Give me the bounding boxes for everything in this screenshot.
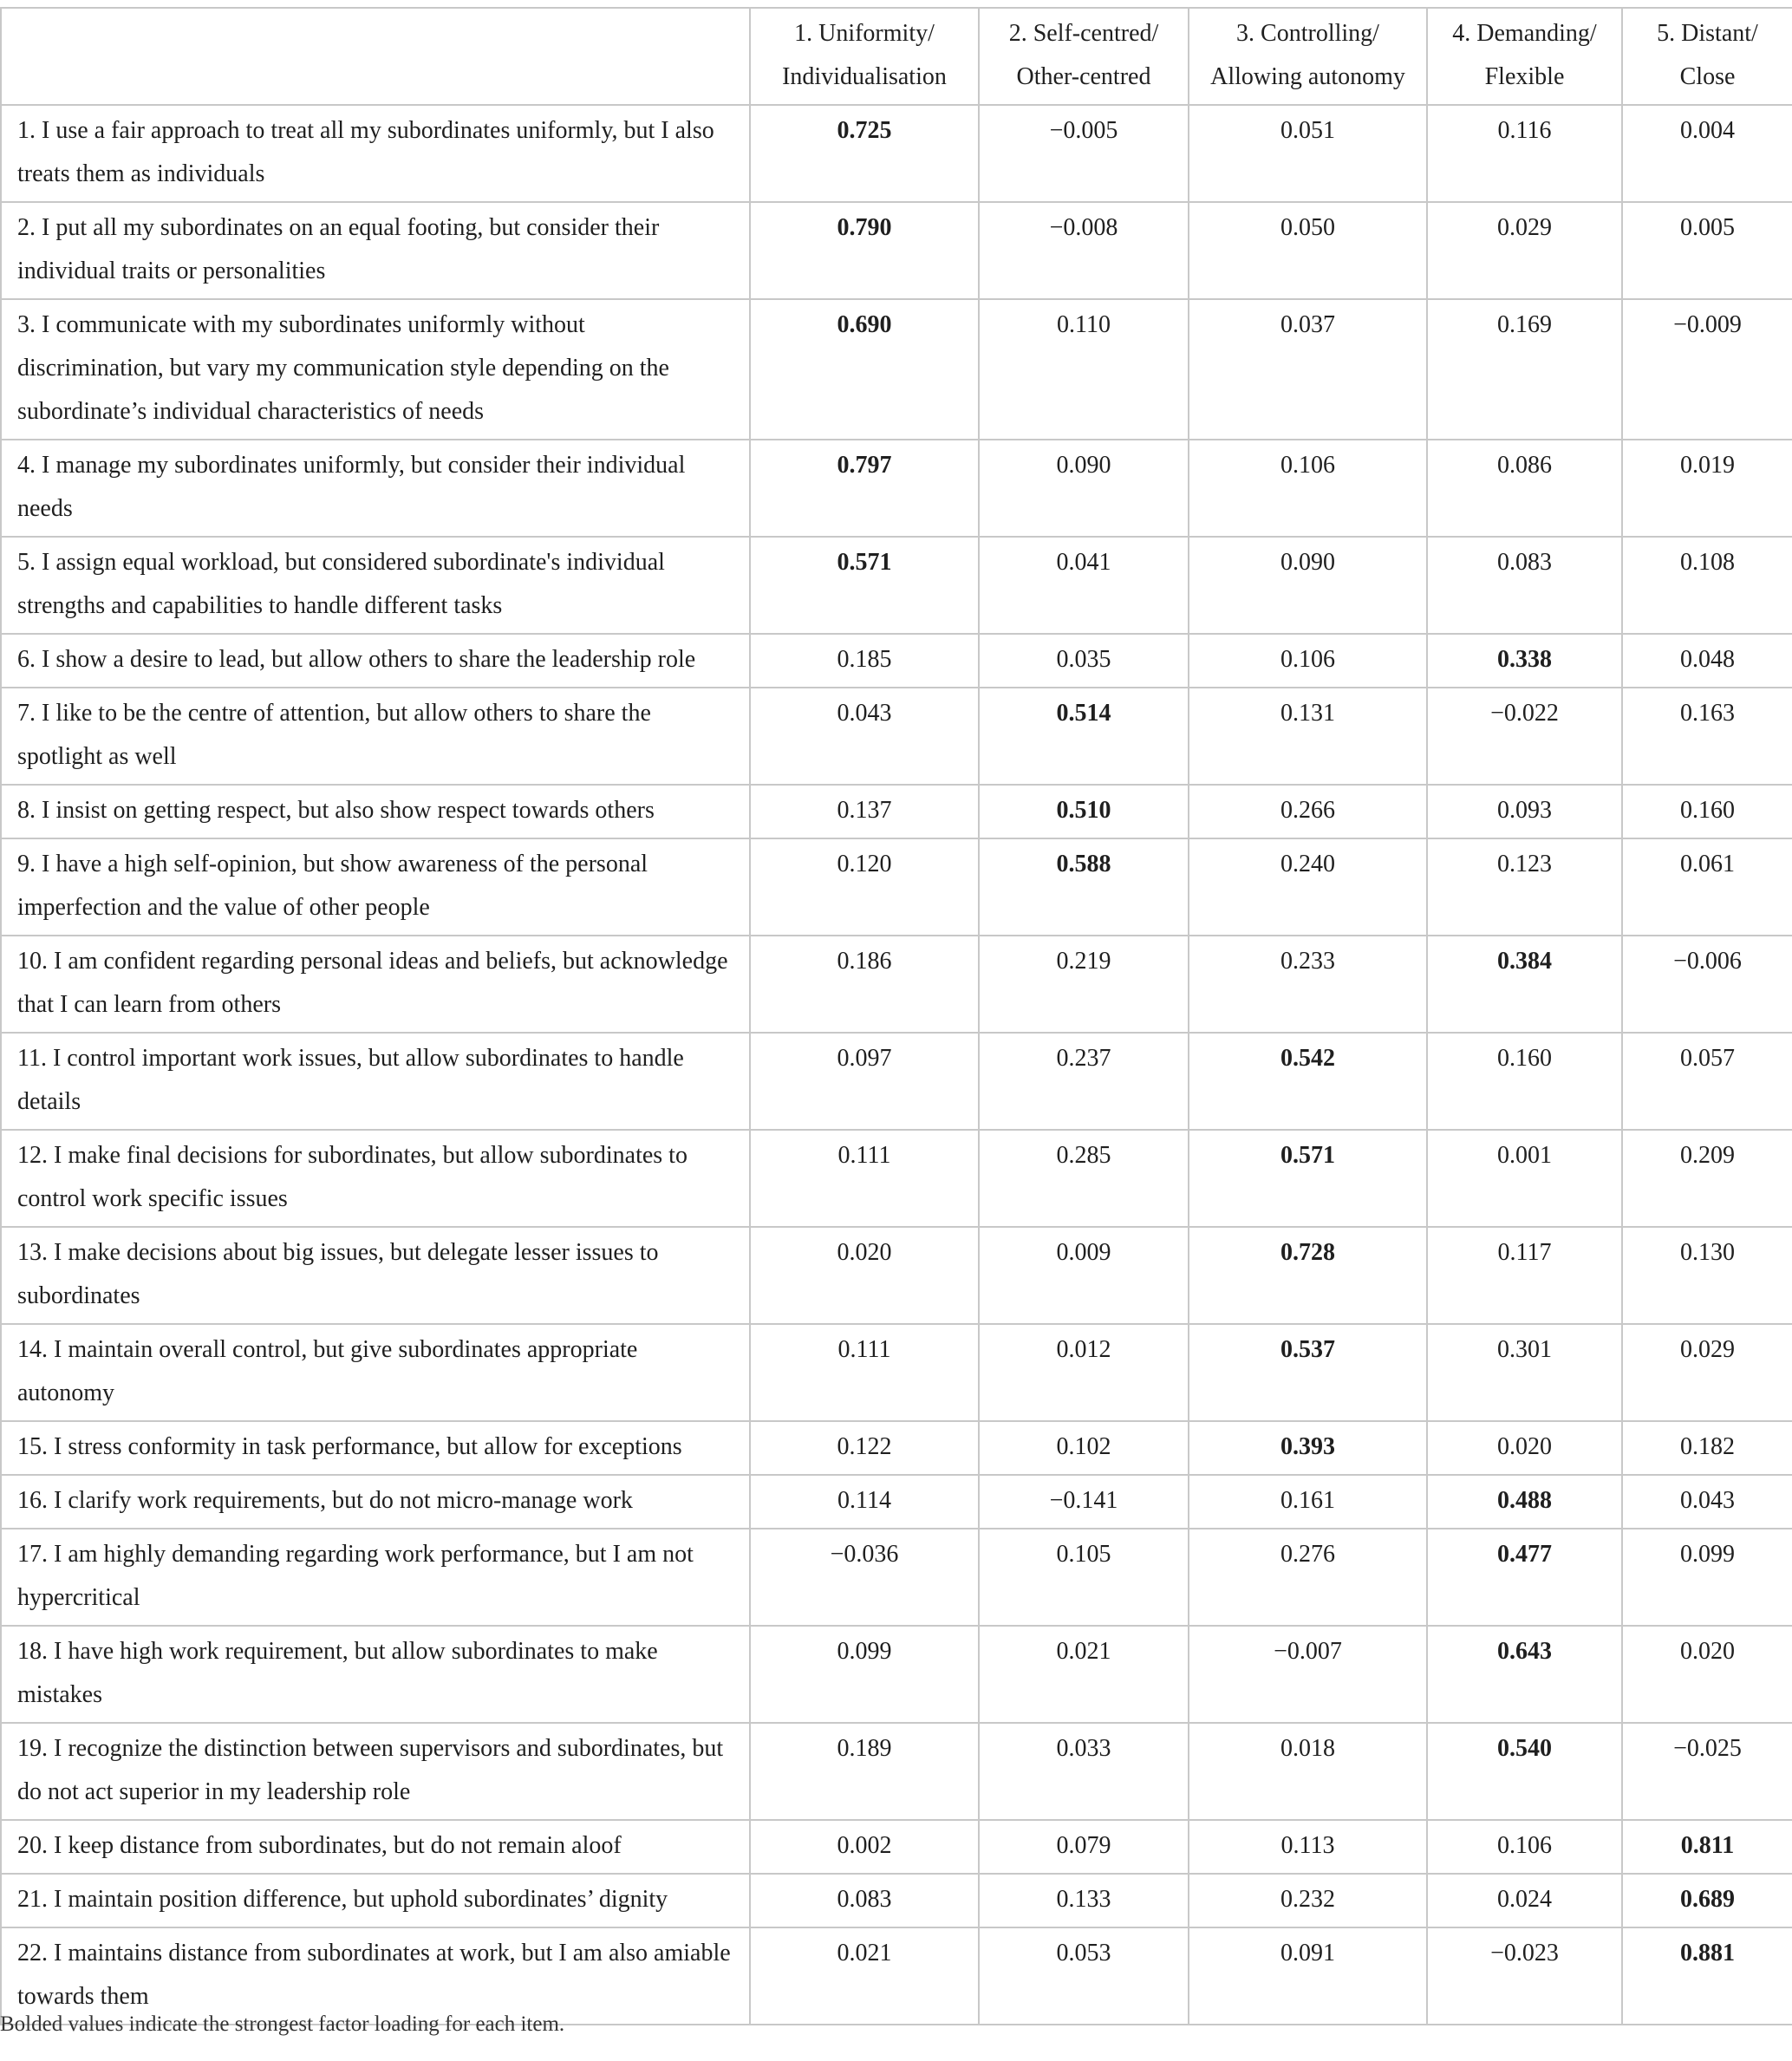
loading-cell-factor-2: 0.012 [979,1324,1189,1421]
item-text-cell: 11. I control important work issues, but allow subordinates to handle details [1,1033,750,1130]
table-row [1,299,1792,440]
loading-cell-factor-3: 0.571 [1189,1130,1427,1227]
header-factor-3-line-1: 3. Controlling/ [1236,20,1379,47]
table-row [1,537,1792,634]
header-factor-5-line-1: 5. Distant/ [1657,20,1758,47]
table-row [1,202,1792,299]
loading-cell-factor-5: −0.025 [1622,1723,1792,1820]
loading-cell-factor-1: 0.002 [750,1820,979,1874]
loading-cell-factor-2: 0.133 [979,1874,1189,1927]
loading-cell-factor-2: 0.110 [979,299,1189,440]
table-row [1,1820,1792,1874]
loading-cell-factor-4: 0.338 [1427,634,1622,688]
loading-cell-factor-3: 0.542 [1189,1033,1427,1130]
loading-cell-factor-1: −0.036 [750,1529,979,1626]
item-text-cell: 2. I put all my subordinates on an equal footing, but consider their individual traits or personalities [1,202,750,299]
header-factor-4-line-2: Flexible [1484,63,1565,90]
header-factor-1-line-2: Individualisation [782,63,947,90]
loading-cell-factor-2: 0.102 [979,1421,1189,1475]
loading-cell-factor-3: 0.233 [1189,936,1427,1033]
item-text-cell: 5. I assign equal workload, but considered subordinate's individual strengths and capabilities to handle different tasks [1,537,750,634]
item-text-cell: 6. I show a desire to lead, but allow others to share the leadership role [1,634,750,688]
table-row [1,1421,1792,1475]
header-factor-2 [979,8,1189,105]
loading-cell-factor-1: 0.189 [750,1723,979,1820]
loading-cell-factor-3: 0.037 [1189,299,1427,440]
loading-cell-factor-5: 0.182 [1622,1421,1792,1475]
table-body [1,105,1792,2025]
item-text-cell: 9. I have a high self-opinion, but show awareness of the personal imperfection and the value of other people [1,838,750,936]
loading-cell-factor-1: 0.021 [750,1927,979,2025]
table-row [1,838,1792,936]
loading-cell-factor-3: 0.131 [1189,688,1427,785]
table-row [1,1529,1792,1626]
loading-cell-factor-3: 0.018 [1189,1723,1427,1820]
loading-cell-factor-1: 0.020 [750,1227,979,1324]
loading-cell-factor-4: 0.643 [1427,1626,1622,1723]
loading-cell-factor-5: 0.061 [1622,838,1792,936]
loading-cell-factor-2: 0.033 [979,1723,1189,1820]
loading-cell-factor-5: −0.006 [1622,936,1792,1033]
loading-cell-factor-3: 0.106 [1189,440,1427,537]
loading-cell-factor-2: 0.219 [979,936,1189,1033]
loading-cell-factor-5: 0.163 [1622,688,1792,785]
loading-cell-factor-2: 0.035 [979,634,1189,688]
loading-cell-factor-5: 0.019 [1622,440,1792,537]
loading-cell-factor-1: 0.137 [750,785,979,838]
loading-cell-factor-1: 0.043 [750,688,979,785]
loading-cell-factor-5: 0.689 [1622,1874,1792,1927]
table-row [1,785,1792,838]
loading-cell-factor-1: 0.725 [750,105,979,202]
item-text-cell: 10. I am confident regarding personal ideas and beliefs, but acknowledge that I can learn from others [1,936,750,1033]
loading-cell-factor-5: 0.881 [1622,1927,1792,2025]
loading-cell-factor-2: 0.105 [979,1529,1189,1626]
item-text-cell: 18. I have high work requirement, but allow subordinates to make mistakes [1,1626,750,1723]
loading-cell-factor-2: 0.090 [979,440,1189,537]
item-text-cell: 20. I keep distance from subordinates, but do not remain aloof [1,1820,750,1874]
loading-cell-factor-4: 0.540 [1427,1723,1622,1820]
item-text-cell: 13. I make decisions about big issues, but delegate lesser issues to subordinates [1,1227,750,1324]
loading-cell-factor-1: 0.186 [750,936,979,1033]
item-text-cell: 4. I manage my subordinates uniformly, but consider their individual needs [1,440,750,537]
loading-cell-factor-4: 0.477 [1427,1529,1622,1626]
item-text-cell: 1. I use a fair approach to treat all my subordinates uniformly, but I also treats them as individuals [1,105,750,202]
loading-cell-factor-4: 0.001 [1427,1130,1622,1227]
loading-cell-factor-1: 0.111 [750,1130,979,1227]
table-row [1,634,1792,688]
loading-cell-factor-4: 0.384 [1427,936,1622,1033]
loading-cell-factor-5: 0.005 [1622,202,1792,299]
factor-loading-table [0,7,1792,2025]
header-factor-4 [1427,8,1622,105]
loading-cell-factor-3: 0.393 [1189,1421,1427,1475]
loading-cell-factor-4: 0.024 [1427,1874,1622,1927]
loading-cell-factor-4: 0.169 [1427,299,1622,440]
loading-cell-factor-3: 0.240 [1189,838,1427,936]
loading-cell-factor-4: 0.117 [1427,1227,1622,1324]
loading-cell-factor-5: 0.811 [1622,1820,1792,1874]
loading-cell-factor-1: 0.111 [750,1324,979,1421]
table-row [1,1723,1792,1820]
header-factor-1 [750,8,979,105]
loading-cell-factor-4: −0.023 [1427,1927,1622,2025]
loading-cell-factor-3: 0.090 [1189,537,1427,634]
loading-cell-factor-3: 0.276 [1189,1529,1427,1626]
loading-cell-factor-4: 0.301 [1427,1324,1622,1421]
table-row [1,1227,1792,1324]
loading-cell-factor-4: −0.022 [1427,688,1622,785]
table-row [1,105,1792,202]
loading-cell-factor-5: 0.043 [1622,1475,1792,1529]
loading-cell-factor-2: 0.079 [979,1820,1189,1874]
item-text-cell: 16. I clarify work requirements, but do not micro-manage work [1,1475,750,1529]
loading-cell-factor-5: 0.004 [1622,105,1792,202]
loading-cell-factor-4: 0.160 [1427,1033,1622,1130]
loading-cell-factor-5: 0.048 [1622,634,1792,688]
loading-cell-factor-4: 0.116 [1427,105,1622,202]
table-row [1,1130,1792,1227]
item-text-cell: 8. I insist on getting respect, but also show respect towards others [1,785,750,838]
loading-cell-factor-1: 0.797 [750,440,979,537]
loading-cell-factor-1: 0.122 [750,1421,979,1475]
item-text-cell: 14. I maintain overall control, but give subordinates appropriate autonomy [1,1324,750,1421]
item-text-cell: 3. I communicate with my subordinates uniformly without discrimination, but vary my communication style depending on the subordinate’s individual characteristics of needs [1,299,750,440]
header-factor-5 [1622,8,1792,105]
loading-cell-factor-2: −0.141 [979,1475,1189,1529]
loading-cell-factor-2: −0.005 [979,105,1189,202]
loading-cell-factor-4: 0.086 [1427,440,1622,537]
table-footnote: Bolded values indicate the strongest factor loading for each item. [0,2012,565,2036]
item-text-cell: 22. I maintains distance from subordinates at work, but I am also amiable towards them [1,1927,750,2025]
loading-cell-factor-5: 0.020 [1622,1626,1792,1723]
loading-cell-factor-1: 0.097 [750,1033,979,1130]
loading-cell-factor-4: 0.488 [1427,1475,1622,1529]
loading-cell-factor-5: 0.209 [1622,1130,1792,1227]
loading-cell-factor-3: 0.537 [1189,1324,1427,1421]
loading-cell-factor-5: 0.108 [1622,537,1792,634]
loading-cell-factor-3: 0.106 [1189,634,1427,688]
loading-cell-factor-1: 0.099 [750,1626,979,1723]
loading-cell-factor-4: 0.123 [1427,838,1622,936]
loading-cell-factor-2: 0.041 [979,537,1189,634]
table-row [1,1475,1792,1529]
loading-cell-factor-3: 0.161 [1189,1475,1427,1529]
loading-cell-factor-5: 0.029 [1622,1324,1792,1421]
loading-cell-factor-4: 0.020 [1427,1421,1622,1475]
header-factor-2-line-2: Other-centred [1016,63,1151,90]
table-row [1,1626,1792,1723]
table-row [1,1874,1792,1927]
loading-cell-factor-3: 0.091 [1189,1927,1427,2025]
header-factor-4-line-1: 4. Demanding/ [1452,20,1597,47]
loading-cell-factor-2: −0.008 [979,202,1189,299]
table-row [1,936,1792,1033]
header-row [1,8,1792,105]
table-row [1,1033,1792,1130]
loading-cell-factor-1: 0.120 [750,838,979,936]
table-row [1,440,1792,537]
loading-cell-factor-1: 0.790 [750,202,979,299]
loading-cell-factor-2: 0.588 [979,838,1189,936]
loading-cell-factor-1: 0.690 [750,299,979,440]
table-row [1,688,1792,785]
loading-cell-factor-3: −0.007 [1189,1626,1427,1723]
loading-cell-factor-2: 0.009 [979,1227,1189,1324]
loading-cell-factor-2: 0.514 [979,688,1189,785]
loading-cell-factor-5: 0.160 [1622,785,1792,838]
header-factor-5-line-2: Close [1679,63,1736,90]
loading-cell-factor-1: 0.114 [750,1475,979,1529]
item-text-cell: 12. I make final decisions for subordinates, but allow subordinates to control work specific issues [1,1130,750,1227]
loading-cell-factor-4: 0.083 [1427,537,1622,634]
loading-cell-factor-4: 0.093 [1427,785,1622,838]
loading-cell-factor-2: 0.237 [979,1033,1189,1130]
item-text-cell: 7. I like to be the centre of attention, but allow others to share the spotlight as well [1,688,750,785]
table-row [1,1324,1792,1421]
header-factor-3 [1189,8,1427,105]
loading-cell-factor-2: 0.021 [979,1626,1189,1723]
item-text-cell: 17. I am highly demanding regarding work performance, but I am not hypercritical [1,1529,750,1626]
loading-cell-factor-1: 0.083 [750,1874,979,1927]
loading-cell-factor-2: 0.053 [979,1927,1189,2025]
header-factor-3-line-2: Allowing autonomy [1210,63,1405,90]
loading-cell-factor-3: 0.266 [1189,785,1427,838]
loading-cell-factor-5: 0.130 [1622,1227,1792,1324]
loading-cell-factor-1: 0.571 [750,537,979,634]
loading-cell-factor-2: 0.510 [979,785,1189,838]
loading-cell-factor-3: 0.728 [1189,1227,1427,1324]
item-text-cell: 19. I recognize the distinction between supervisors and subordinates, but do not act superior in my leadership role [1,1723,750,1820]
loading-cell-factor-3: 0.050 [1189,202,1427,299]
item-text-cell: 15. I stress conformity in task performance, but allow for exceptions [1,1421,750,1475]
loading-cell-factor-3: 0.051 [1189,105,1427,202]
loading-cell-factor-4: 0.106 [1427,1820,1622,1874]
loading-cell-factor-5: 0.057 [1622,1033,1792,1130]
loading-cell-factor-4: 0.029 [1427,202,1622,299]
header-item-column [1,8,750,105]
header-factor-1-line-1: 1. Uniformity/ [794,20,935,47]
loading-cell-factor-3: 0.232 [1189,1874,1427,1927]
factor-loading-table-container [0,7,1792,2025]
loading-cell-factor-2: 0.285 [979,1130,1189,1227]
header-factor-2-line-1: 2. Self-centred/ [1008,20,1159,47]
loading-cell-factor-1: 0.185 [750,634,979,688]
item-text-cell: 21. I maintain position difference, but uphold subordinates’ dignity [1,1874,750,1927]
loading-cell-factor-5: −0.009 [1622,299,1792,440]
loading-cell-factor-3: 0.113 [1189,1820,1427,1874]
loading-cell-factor-5: 0.099 [1622,1529,1792,1626]
